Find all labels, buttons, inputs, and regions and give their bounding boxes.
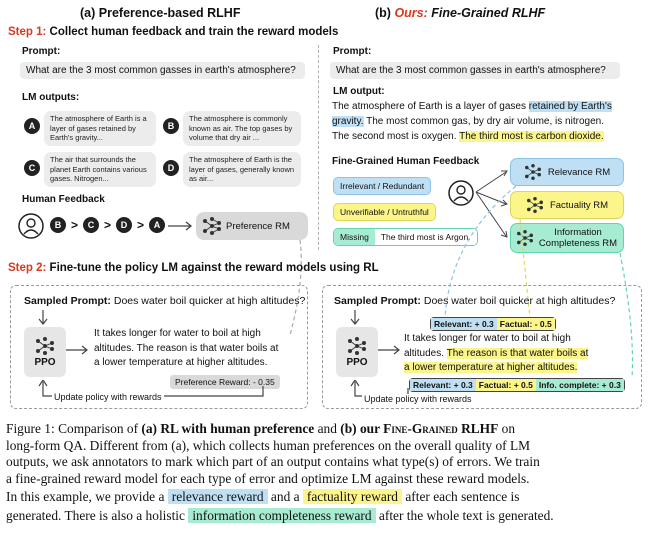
arrow-down-icon — [350, 310, 360, 326]
right-ppo-box: PPO — [336, 327, 378, 377]
lm-outputs-label: LM outputs: — [22, 92, 80, 103]
rank-2: C — [83, 217, 99, 233]
left-ppo-box: PPO — [24, 327, 66, 377]
step2-heading: Step 2: Fine-tune the policy LM against the reward models using RL — [8, 262, 379, 274]
lm-output-label: LM output: — [333, 86, 385, 97]
preference-rm-box: Preference RM — [196, 212, 308, 240]
output-c-text: The air that surrounds the planet Earth contains various gases. Nitrogen... — [44, 152, 156, 187]
left-prompt-label: Prompt: — [22, 46, 61, 57]
factuality-rm-box: Factuality RM — [510, 191, 624, 219]
ranking: B > C > D > A — [50, 217, 165, 233]
tag-irrelevant: Irrelevant / Redundant — [333, 177, 431, 195]
right-prompt-label: Prompt: — [333, 46, 372, 57]
rank-3: D — [116, 217, 132, 233]
arrow-right-icon — [378, 345, 402, 355]
right-sampled-prompt: Sampled Prompt: Does water boil quicker at high altitudes? — [334, 295, 616, 307]
header-left: (a) Preference-based RLHF — [80, 6, 241, 20]
output-b-badge: B — [163, 118, 179, 134]
output-c-badge: C — [24, 160, 40, 176]
right-prompt-text: What are the 3 most common gasses in earth's atmosphere? — [330, 62, 620, 79]
output-d-badge: D — [163, 160, 179, 176]
tag-missing: Missing The third most is Argon. — [333, 228, 478, 246]
output-b-text: The atmosphere is commonly known as air. The top gases by volume that dry air ... — [183, 111, 301, 146]
relevance-rm-box: Relevance RM — [510, 158, 624, 186]
output-a-text: The atmosphere of Earth is a layer of gases retained by Earth's gravity... — [44, 111, 156, 146]
preference-reward: Preference Reward: - 0.35 — [170, 375, 280, 389]
output-a-badge: A — [24, 118, 40, 134]
tag-unverifiable: Unverifiable / Untruthful — [333, 203, 436, 221]
left-prompt-text: What are the 3 most common gasses in earth's atmosphere? — [20, 62, 305, 79]
arrow-right-icon — [66, 345, 90, 355]
right-response: It takes longer for water to boil at high altitudes. The reason is that water boils at a lower temperature at higher altitudes. — [404, 333, 589, 373]
header-right: (b) Ours: Fine-Grained RLHF — [375, 6, 546, 20]
reward-bar-bottom: Relevant: + 0.3 Factual: + 0.5 Info. complete: + 0.3 — [409, 378, 625, 392]
fg-feedback-label: Fine-Grained Human Feedback — [332, 156, 480, 167]
arrow-down-icon — [38, 310, 48, 326]
output-d-text: The atmosphere of Earth is the layer of gases, generally known as air... — [183, 152, 301, 187]
rank-1: B — [50, 217, 66, 233]
step1-heading: Step 1: Collect human feedback and train the reward models — [8, 26, 339, 38]
rank-4: A — [149, 217, 165, 233]
figure-caption: Figure 1: Comparison of (a) RL with human preference and (b) our Fine-Grained RLHF on long-form QA. Different from (a), which collects human preferences on the overall quality of LM outputs, we ask annotators to mark which part of an output contains what type(s) of errors. We train a fine-grained reward model for each type of error and optimize LM against these reward models. In this example, we provide a relevance reward and a factuality reward after each sentence is generated. There is also a holistic information completeness reward after the whole text is generated. — [6, 421, 554, 524]
completeness-rm-box: Information Completeness RM — [510, 223, 624, 253]
network-icon — [347, 337, 367, 355]
left-response: It takes longer for water to boil at high altitudes. The reason is that water boils at a lower temperature at higher altitudes. — [94, 328, 279, 368]
lm-output-text: The atmosphere of Earth is a layer of gases retained by Earth's gravity. The most common gas, by dry air volume, is nitrogen. The second most is oxygen. The third most is carbon dioxide. — [332, 101, 612, 142]
network-icon — [35, 337, 55, 355]
human-feedback-label: Human Feedback — [22, 194, 105, 205]
right-update-text: Update policy with rewards — [364, 394, 472, 404]
left-sampled-prompt: Sampled Prompt: Does water boil quicker at high altitudes? — [24, 295, 306, 307]
reward-bar-top: Relevant: + 0.3 Factual: - 0.5 — [430, 317, 556, 331]
left-update-text: Update policy with rewards — [54, 392, 162, 402]
